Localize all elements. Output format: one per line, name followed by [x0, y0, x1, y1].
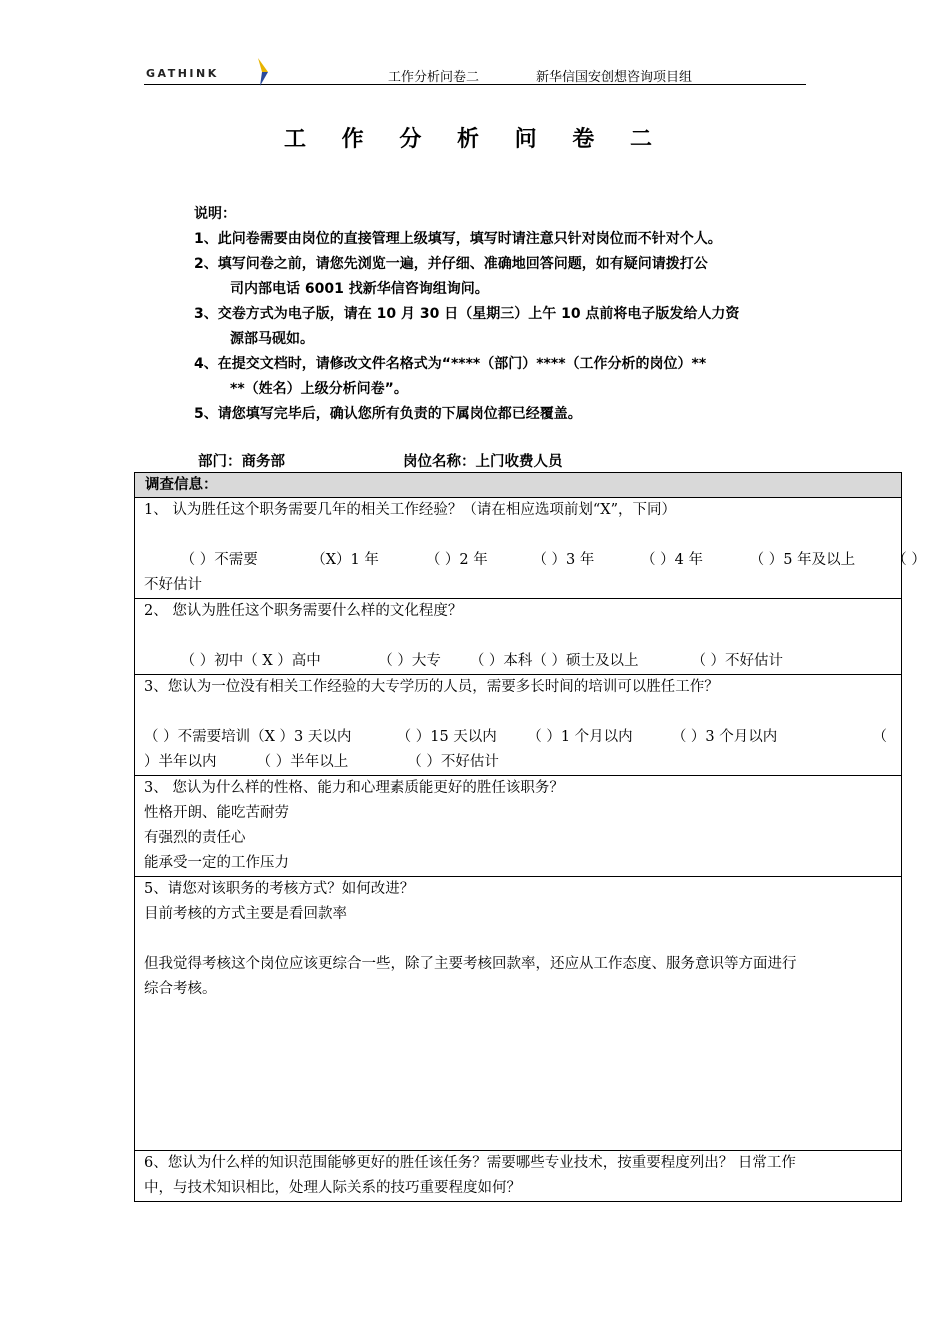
option[interactable]: （ ）15 天以内 — [396, 729, 497, 745]
question-text: 6、您认为什么样的知识范围能够更好的胜任该任务？需要哪些专业技术，按重要程度列出？ 日常工作 — [144, 1155, 796, 1171]
answer-text[interactable]: 性格开朗、能吃苦耐劳 — [144, 805, 289, 821]
instruction-item-continuation: **（姓名）上级分析问卷”。 — [230, 381, 408, 397]
page-header — [144, 58, 806, 85]
instruction-item: 5、请您填写完毕后，确认您所有负责的下属岗位都已经覆盖。 — [194, 406, 582, 422]
option[interactable]: （ ）3 年 — [532, 552, 595, 568]
answer-options — [144, 725, 893, 750]
survey-table — [134, 472, 926, 1202]
department-field: 部门：商务部 — [198, 454, 285, 470]
option[interactable]: （ ）4 年 — [641, 552, 703, 568]
option[interactable]: （ ）半年以上 — [256, 754, 349, 770]
answer-text[interactable]: 综合考核。 — [144, 981, 217, 997]
option[interactable]: （ ）1 个月以内 — [527, 729, 633, 745]
option-selected[interactable]: （ ）初中（ X ）高中 — [180, 653, 321, 669]
option[interactable]: （ ）3 个月以内 — [671, 729, 778, 745]
option[interactable]: （ ）不需要 — [180, 552, 258, 568]
option[interactable]: （ ） — [892, 552, 926, 568]
option[interactable]: （ ）2 年 — [425, 552, 488, 568]
option[interactable]: （ ）本科（ ）硕士及以上 — [469, 653, 639, 669]
company-logo-text: GATHINK — [146, 67, 219, 80]
instruction-item-continuation: 司内部电话 6001 找新华信咨询组询问。 — [230, 281, 489, 297]
question-3 — [135, 675, 901, 776]
option-bracket: （ — [872, 729, 887, 745]
question-4 — [135, 776, 901, 877]
header-document-name: 工作分析问卷二 — [388, 70, 480, 85]
question-6 — [135, 1151, 901, 1201]
question-text: 中，与技术知识相比，处理人际关系的技巧重要程度如何？ — [144, 1180, 521, 1196]
answer-options — [144, 649, 893, 674]
option-selected[interactable]: （X）1 年 — [311, 552, 379, 568]
answer-text[interactable]: 但我觉得考核这个岗位应该更综合一些，除了主要考核回款率，还应从工作态度、服务意识等方面进行 — [144, 956, 797, 972]
survey-section-heading: 调查信息： — [135, 473, 901, 498]
option[interactable]: （ ）5 年及以上 — [749, 552, 856, 568]
company-logo-icon — [256, 58, 272, 86]
question-text: 1、 认为胜任这个职务需要几年的相关工作经验？（请在相应选项前划“X”，下同） — [144, 502, 676, 518]
question-5 — [135, 877, 901, 1151]
option-selected[interactable]: （ ）不需要培训（X ）3 天以内 — [144, 729, 352, 745]
answer-options — [144, 750, 893, 775]
option[interactable]: （ ）大专 — [378, 653, 441, 669]
answer-options — [144, 548, 926, 573]
question-2 — [135, 599, 901, 675]
instruction-item-continuation: 源部马砚如。 — [230, 331, 314, 347]
option[interactable]: （ ）不好估计 — [691, 653, 784, 669]
question-text: 2、 您认为胜任这个职务需要什么样的文化程度？ — [144, 603, 463, 619]
document-title: 工 作 分 析 问 卷 二 — [284, 127, 666, 152]
header-organization: 新华信国安创想咨询项目组 — [536, 70, 693, 85]
instruction-item: 3、交卷方式为电子版，请在 10 月 30 日（星期三）上午 10 点前将电子版发给人力资 — [194, 306, 740, 322]
answer-text[interactable]: 有强烈的责任心 — [144, 830, 246, 846]
position-field: 岗位名称：上门收费人员 — [403, 454, 563, 470]
option[interactable]: ）半年以内 — [144, 754, 217, 770]
question-1 — [135, 498, 926, 599]
instruction-item: 4、在提交文档时，请修改文件名格式为“****（部门）****（工作分析的岗位）** — [194, 356, 707, 372]
respondent-info — [198, 450, 563, 471]
question-text: 3、您认为一位没有相关工作经验的大专学历的人员，需要多长时间的培训可以胜任工作？ — [144, 679, 719, 695]
instruction-item: 1、此问卷需要由岗位的直接管理上级填写，填写时请注意只针对岗位而不针对个人。 — [194, 231, 722, 247]
option[interactable]: （ ）不好估计 — [407, 754, 499, 770]
answer-text[interactable]: 能承受一定的工作压力 — [144, 855, 289, 871]
answer-text[interactable]: 目前考核的方式主要是看回款率 — [144, 906, 347, 922]
question-text: 3、 您认为什么样的性格、能力和心理素质能更好的胜任该职务？ — [144, 780, 564, 796]
instruction-item: 2、填写问卷之前，请您先浏览一遍，并仔细、准确地回答问题，如有疑问请拨打公 — [194, 256, 708, 272]
question-text: 5、请您对该职务的考核方式？如何改进？ — [144, 881, 415, 897]
instructions-heading: 说明： — [194, 206, 236, 222]
instructions — [194, 202, 834, 427]
option-wrap-text: 不好估计 — [144, 577, 202, 593]
